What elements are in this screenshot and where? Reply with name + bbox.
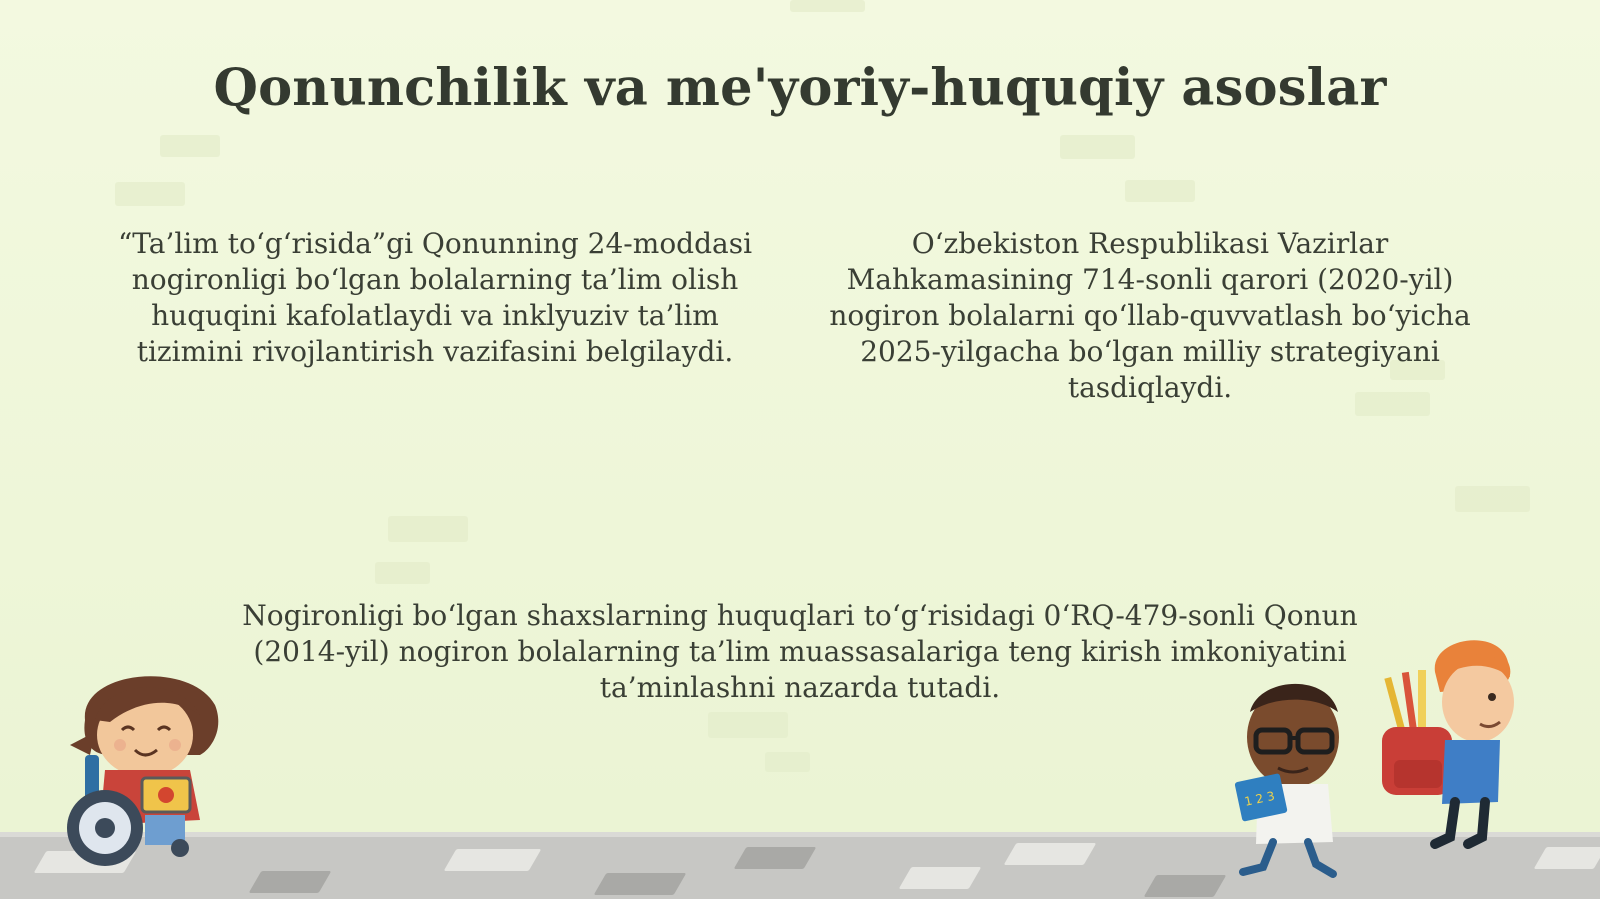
text-block-disability-rights-law: Nogironligi bo‘lgan shaxslarning huquqlari to‘g‘risidagi 0‘RQ-479-sonli Qonun (2014-yil) nogiron bolalarning ta’lim muassasalariga teng kirish imkoniyatini ta’minlashni nazarda tutadi.: [242, 599, 1358, 704]
background-patch: [1125, 180, 1195, 202]
text-block-education-law: “Ta’lim to‘g‘risida”gi Qonunning 24-moddasi nogironligi bo‘lgan bolalarning ta’lim olish huquqini kafolatlaydi va inklyuziv ta’lim tizimini rivojlantirish vazifasini belgilaydi.: [117, 227, 753, 368]
background-patch: [1060, 135, 1135, 159]
road-tile: [1004, 843, 1097, 865]
road-tile: [1534, 847, 1600, 869]
road-tile: [734, 847, 817, 869]
boy-with-backpack-illustration: [1380, 632, 1530, 857]
background-patch: [160, 135, 220, 157]
background-patch: [375, 562, 430, 584]
road-tile: [249, 871, 332, 893]
road-tile: [594, 873, 687, 895]
road-tile: [1144, 875, 1227, 897]
girl-in-wheelchair-illustration: [50, 660, 240, 885]
background-patch: [115, 182, 185, 206]
background-patch: [1455, 486, 1530, 512]
background-patch: [388, 516, 468, 542]
text-block-cabinet-resolution: O‘zbekiston Respublikasi Vazirlar Mahkamasining 714-sonli qarori (2020-yil) nogiron bolalarni qo‘llab-quvvatlash bo‘yicha 2025-yilgacha bo‘lgan milliy strategiyani tasdiqlaydi.: [829, 227, 1471, 404]
background-patch: [790, 0, 865, 12]
slide-title: Qonunchilik va me'yoriy-huquqiy asoslar: [213, 58, 1387, 118]
background-patch: [708, 712, 788, 738]
boy-with-glasses-and-book-illustration: [1228, 672, 1368, 882]
book-label: 1 2 3: [1243, 788, 1276, 809]
road-tile: [899, 867, 982, 889]
background-patch: [765, 752, 810, 772]
road-tile: [444, 849, 542, 871]
